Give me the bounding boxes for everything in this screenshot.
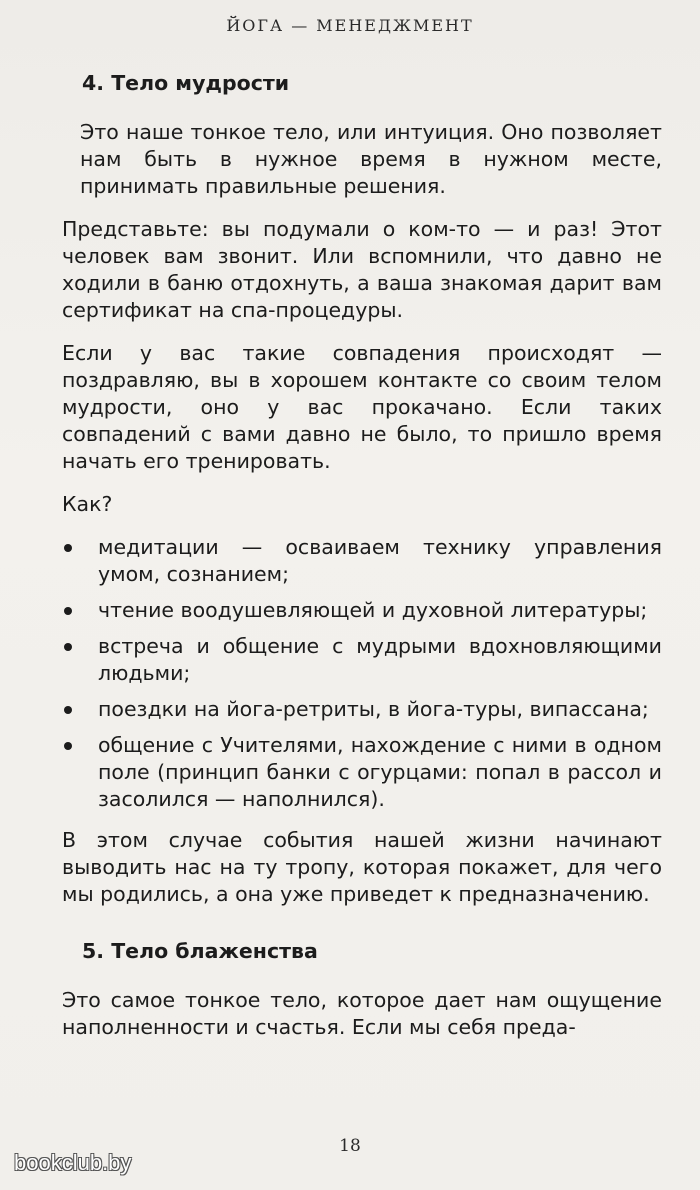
- page-number: 18: [339, 1136, 361, 1156]
- list-item-text: поездки на йога-ретриты, в йога-туры, випассана;: [98, 697, 649, 721]
- list-item-text: медитации — осваиваем технику управления умом, сознанием;: [98, 535, 662, 586]
- list-item: [62, 732, 662, 813]
- list-item-text: встреча и общение с мудрыми вдохновляющими людьми;: [98, 634, 662, 685]
- section-4-paragraph-2: Представьте: вы подумали о ком-то — и раз! Этот человек вам звонит. Или вспомнили, что давно не ходили в баню отдохнуть, а ваша знакомая дарит вам сертификат на спа-процедуры.: [62, 217, 662, 322]
- list-item-text: общение с Учителями, нахождение с ними в одном поле (принцип банки с огурцами: попал в рассол и засолился — наполнился).: [98, 733, 662, 811]
- list-item: [62, 597, 662, 624]
- section-5-paragraph-1: Это самое тонкое тело, которое дает нам ощущение наполненности и счастья. Если мы себя преда-: [62, 988, 662, 1039]
- bullet-list: [62, 534, 662, 813]
- list-item: [62, 633, 662, 687]
- section-5-heading: 5. Тело блаженства: [82, 939, 318, 963]
- bullet-icon: [64, 544, 72, 552]
- question-line: Как?: [62, 492, 113, 516]
- list-item: [62, 534, 662, 588]
- bullet-icon: [64, 706, 72, 714]
- running-head: ЙОГА — МЕНЕДЖМЕНТ: [226, 16, 474, 35]
- list-item-text: чтение воодушевляющей и духовной литературы;: [98, 598, 648, 622]
- section-4-conclusion: В этом случае события нашей жизни начинают выводить нас на ту тропу, которая покажет, для чего мы родились, а она уже приведет к предназначению.: [62, 828, 662, 906]
- section-4-paragraph-3: Если у вас такие совпадения происходят — поздравляю, вы в хорошем контакте со своим телом мудрости, оно у вас прокачано. Если таких совпадений с вами давно не было, то пришло время начать его тренировать.: [62, 341, 662, 473]
- section-4-paragraph-1: Это наше тонкое тело, или интуиция. Оно позволяет нам быть в нужное время в нужном месте, принимать правильные решения.: [80, 120, 662, 198]
- list-item: [62, 696, 662, 723]
- watermark-logo: bookclub.by: [14, 1150, 132, 1175]
- bullet-icon: [64, 643, 72, 651]
- section-4-heading: 4. Тело мудрости: [82, 71, 290, 95]
- bullet-icon: [64, 607, 72, 615]
- bullet-icon: [64, 742, 72, 750]
- page-content: [62, 70, 662, 1057]
